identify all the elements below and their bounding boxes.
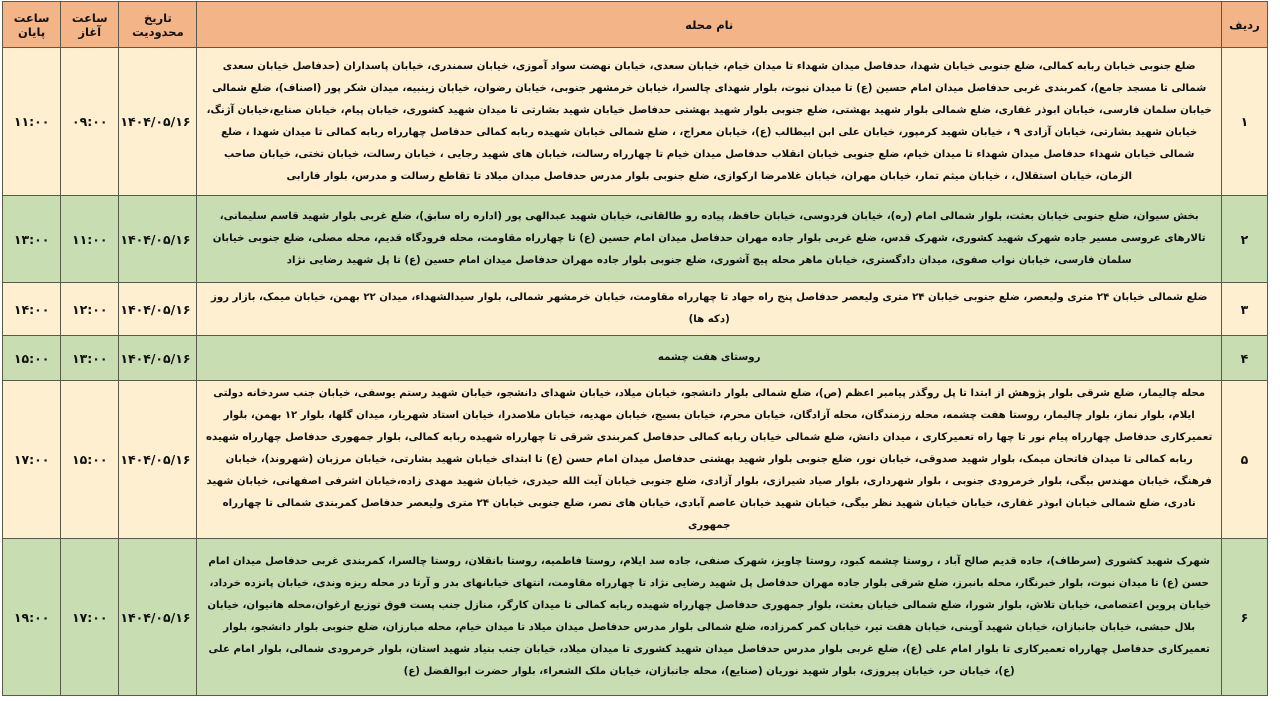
end-time: ۱۹:۰۰ <box>3 539 61 696</box>
outage-date: ۱۴۰۴/۰۵/۱۶ <box>119 48 197 196</box>
outage-date: ۱۴۰۴/۰۵/۱۶ <box>119 381 197 539</box>
end-time: ۱۳:۰۰ <box>3 196 61 283</box>
table-row <box>3 196 1268 283</box>
area-list: بخش سیوان، ضلع جنوبی خیابان بعثت، بلوار شمالی امام (ره)، خیابان فردوسی، خیابان حافظ، پیاده رو طالقانی، خیابان شهید عبدالهی پور (اداره راه سابق)، ضلع غربی بلوار شهید قاسم سلیمانی، تالارهای عروسی مسیر جاده شهرک شهید کشوری، شهرک قدس، ضلع غربی بلوار جاده مهران حدفاصل میدان امام حسین (ع) تا چهارراه مقاومت، محله فرودگاه قدیم، محله مصلی، ضلع جنوبی خیابان سلمان فارسی، خیابان نواب صفوی، میدان دادگستری، خیابان ماهر محله پیچ آشوری، ضلع جنوبی بلوار جاده مهران حدفاصل میدان امام حسین (ع) تا پل شهید رضایی نژاد <box>197 196 1221 283</box>
row-number: ۱ <box>1221 48 1267 196</box>
header-start-time: ساعت آغاز <box>61 2 119 48</box>
end-time: ۱۴:۰۰ <box>3 283 61 336</box>
area-list: محله چالیمار، ضلع شرقی بلوار پژوهش از ابتدا تا پل روگذر پیامبر اعظم (ص)، ضلع شمالی بلوار دانشجو، خیابان میلاد، خیابان شهدای دانشجو، خیابان شهید رستم یوسفی، خیابان جنب سردخانه دولتی ایلام، بلوار نماز، بلوار چالیمار، روستا هفت چشمه، محله رزمندگان، محله آزادگان، خیابان محرم، خیابان بسیج، خیابان مهدیه، خیابان ملاصدرا، خیابان استاد شهریار، میدان گلها، بلوار ۱۲ بهمن، بلوار تعمیرکاری حدفاصل چهارراه پیام نور تا چها راه تعمیرکاری ، میدان دانش، ضلع شمالی خیابان ربابه کمالی حدفاصل کمربندی شرقی تا چهارراه شهیده ربابه کمالی، بلوار جمهوری حدفاصل چهارراه شهیده ربابه کمالی تا میدان فاتحان میمک، بلوار شهید صدوقی، خیابان نور، ضلع جنوبی بلوار شهید بهشتی حدفاصل میدان امام حسن (ع) تا ابتدای خیابان شهید بشارتی، خیابان مرزبان (شهروند)، خیابان فرهنگ، خیابان مهندس بیگی، بلوار خرمرودی جنوبی ، بلوار شهرداری، بلوار صیاد شیرازی، بلوار آزادی، ضلع جنوبی خیابان آیت الله حیدری، خیابان شهید مهدی زاده،خیابان اشرفی اصفهانی، خیابان شهید نادری، ضلع شمالی خیابان ابوذر غفاری، خیابان خیابان شهید نظر بیگی، خیابان شهید خیابان عاصم آبادی، خیابان های نصر، ضلع جنوبی خیابان ۲۴ متری ولیعصر حدفاصل کمربندی شمالی تا چهارراه جمهوری <box>197 381 1221 539</box>
area-list: ضلع شمالی خیابان ۲۴ متری ولیعصر، ضلع جنوبی خیابان ۲۴ متری ولیعصر حدفاصل پنج راه جهاد تا چهارراه مقاومت، خیابان خرمشهر شمالی، بلوار سیدالشهداء، میدان ۲۲ بهمن، خیابان میمک، بازار روز (دکه ها) <box>197 283 1221 336</box>
outage-date: ۱۴۰۴/۰۵/۱۶ <box>119 539 197 696</box>
start-time: ۱۲:۰۰ <box>61 283 119 336</box>
header-end-time: ساعت پایان <box>3 2 61 48</box>
header-row <box>3 2 1268 48</box>
table-row <box>3 539 1268 696</box>
table-row <box>3 283 1268 336</box>
table-row <box>3 336 1268 381</box>
area-list: ضلع جنوبی خیابان ربابه کمالی، ضلع جنوبی خیابان شهدا، حدفاصل میدان شهداء تا میدان خیام، خیابان سعدی، خیابان نهضت سواد آموزی، خیابان سمندری، خیابان پاسداران (حدفاصل خیابان سعدی شمالی تا مسجد جامع)، کمربندی غربی حدفاصل میدان امام حسین (ع) تا میدان نبوت، بلوار شهدای چالسرا، خیابان خرمشهر جنوبی، خیابان رضوان، خیابان زینبیه، میدان شکر پور (اصناف)، ضلع شمالی خیابان سلمان فارسی، خیابان ابوذر غفاری، ضلع شمالی بلوار شهید بهشتی، ضلع جنوبی بلوار شهید بهشتی حدفاصل خیابان شهید بشارتی تا میدان شهید کشوری، خیابان پیام، خیابان صنایع،خیابان آژنگ، خیابان شهید بشارتی، خیابان آزادی ۹ ، خیابان شهید کرمپور، خیابان علی ابن ابیطالب (ع)، خیابان معراج، ، ضلع شمالی خیابان شهیده ربابه کمالی حدفاصل چهارراه ربابه کمالی تا میدان شهدا ، ضلع شمالی خیابان شهداء حدفاصل میدان شهداء تا میدان خیام، ضلع جنوبی خیابان انقلاب حدفاصل میدان خیام تا چهارراه رسالت، خیابان های شهید رجایی ، خیابان رسالت، خیابان تختی، خیابان صاحب الزمان، خیابان استقلال، ، خیابان میثم تمار، خیابان مهران، خیابان غلامرضا ارکوازی، ضلع جنوبی بلوار مدرس حدفاصل میدان میلاد تا تقاطع رسالت و مدرس، بلوار فارابی <box>197 48 1221 196</box>
outage-date: ۱۴۰۴/۰۵/۱۶ <box>119 336 197 381</box>
start-time: ۱۷:۰۰ <box>61 539 119 696</box>
table-row <box>3 381 1268 539</box>
start-time: ۱۵:۰۰ <box>61 381 119 539</box>
header-date: تاریخ محدودیت <box>119 2 197 48</box>
header-row-number: ردیف <box>1221 2 1267 48</box>
outage-date: ۱۴۰۴/۰۵/۱۶ <box>119 283 197 336</box>
area-list: شهرک شهید کشوری (سرطاف)، جاده قدیم صالح آباد ، روستا چشمه کبود، روستا چاویز، شهرک صنفی، جاده سد ایلام، روستا فاطمیه، روستا بانقلان، روستا چالسرا، کمربندی غربی حدفاصل میدان امام حسن (ع) تا میدان نبوت، بلوار خبرنگار، محله بانبرز، ضلع شرقی بلوار جاده مهران حدفاصل پل شهید رضایی نژاد تا چهارراه مقاومت، انتهای خیابانهای بدر و آرتا در محله ریزه وندی، خیابان پانزده خرداد، خیابان پروین اعتصامی، خیابان تلاش، بلوار شورا، ضلع شمالی خیابان بعثت، بلوار جمهوری حدفاصل چهارراه شهیده ربابه کمالی تا میدان کارگر، منازل جنب پست فوق توزیع ارغوان،محله هانیوان، خیابان بلال حبشی، خیابان جانبازان، خیابان شهید آوینی، خیابان هفت تیر، خیابان کمر کمرزاده، ضلع شمالی بلوار مدرس حدفاصل میدان میلاد تا میدان خیام، محله مبارزان، ضلع جنوبی بلوار دانشجو، بلوار تعمیرکاری حدفاصل چهارراه تعمیرکاری تا بلوار امام علی (ع)، ضلع غربی بلوار مدرس حدفاصل میدان شهید کشوری تا میدان میلاد، خیابان جنب بنیاد شهید استان، بلوار خرمرودی شمالی، بلوار امام علی (ع)، خیابان حر، خیابان پیروزی، بلوار شهید نوریان (صنایع)، محله جانبازان، خیابان ملک الشعراء، بلوار حضرت ابوالفضل (ع) <box>197 539 1221 696</box>
start-time: ۱۱:۰۰ <box>61 196 119 283</box>
header-area: نام محله <box>197 2 1221 48</box>
row-number: ۵ <box>1221 381 1267 539</box>
end-time: ۱۷:۰۰ <box>3 381 61 539</box>
outage-schedule-table <box>2 1 1268 696</box>
end-time: ۱۵:۰۰ <box>3 336 61 381</box>
end-time: ۱۱:۰۰ <box>3 48 61 196</box>
row-number: ۳ <box>1221 283 1267 336</box>
row-number: ۴ <box>1221 336 1267 381</box>
outage-date: ۱۴۰۴/۰۵/۱۶ <box>119 196 197 283</box>
start-time: ۰۹:۰۰ <box>61 48 119 196</box>
row-number: ۶ <box>1221 539 1267 696</box>
table-row <box>3 48 1268 196</box>
start-time: ۱۳:۰۰ <box>61 336 119 381</box>
area-list: روستای هفت چشمه <box>197 336 1221 381</box>
row-number: ۲ <box>1221 196 1267 283</box>
